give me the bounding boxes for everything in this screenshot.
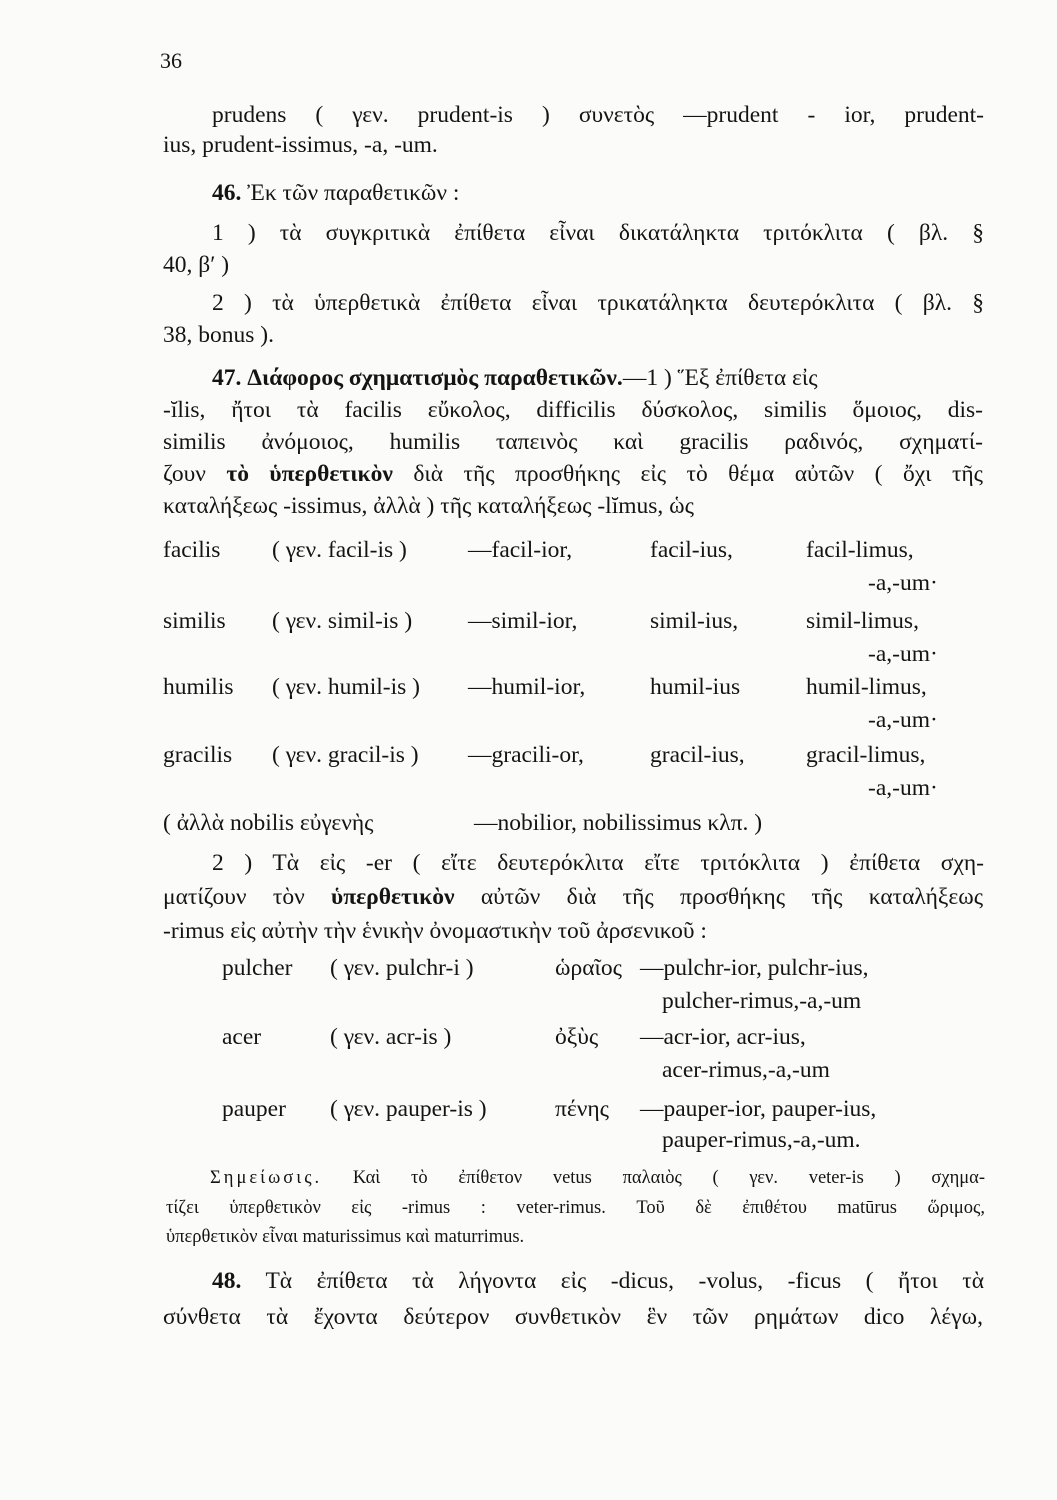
section-47-line-4-a: ζουν — [163, 461, 206, 487]
row-word: pulcher — [222, 955, 293, 981]
row-word: gracilis — [163, 742, 233, 768]
row-adverb: simil-ius, — [650, 608, 739, 634]
section-46-item-2-line-2: 38, bonus ). — [163, 322, 274, 348]
prudens-line-2: ius, prudent-issimus, -a, -um. — [163, 132, 438, 158]
note-label: Σημείωσις. — [210, 1168, 323, 1188]
row-ending: -a,-um· — [868, 775, 938, 801]
section-47-line-4 — [163, 459, 983, 489]
row-genitive: ( γεν. facil-is ) — [272, 537, 407, 563]
section-47-line-2: -ĭlis, ἤτοι τὰ facilis εὔκολος, difficilis δύσκολος, similis ὅμοιος, dis- — [163, 397, 983, 423]
section-47-line-4-c: διὰ τῆς προσθήκης εἰς τὸ θέμα αὐτῶν ( ὄχι τῆς — [413, 461, 983, 487]
row-word: humilis — [163, 674, 234, 700]
er-paragraph-line-3: -rimus εἰς αὐτὴν τὴν ἑνικὴν ὀνομαστικὴν τοῦ ἀρσενικοῦ : — [163, 918, 707, 944]
er-line-2-bold: ὑπερθετικὸν — [331, 884, 455, 910]
row-superlative: gracil-limus, — [806, 742, 926, 768]
nobilis-forms: —nobilior, nobilissimus κλπ. ) — [474, 810, 763, 836]
row-forms: —acr-ior, acr-ius, — [640, 1024, 806, 1050]
row-superlative: humil-limus, — [806, 674, 927, 700]
section-46-item-1-line-1: 1 ) τὰ συγκριτικὰ ἐπίθετα εἶναι δικατάληκτα τριτόκλιτα ( βλ. § — [212, 220, 984, 246]
row-forms: —pulchr-ior, pulchr-ius, — [640, 955, 869, 981]
row-genitive: ( γεν. pulchr-i ) — [330, 955, 474, 981]
row-adverb: facil-ius, — [650, 537, 733, 563]
er-paragraph-line-1: 2 ) Τὰ εἰς -er ( εἴτε δευτερόκλιτα εἴτε τριτόκλιτα ) ἐπίθετα σχη- — [212, 850, 984, 876]
er-line-2-a: ματίζουν τὸν — [163, 884, 305, 910]
section-46-number: 46. — [212, 180, 242, 206]
row-greek: πένης — [555, 1096, 609, 1122]
section-48-number: 48. — [212, 1268, 242, 1294]
section-48-line-1 — [212, 1266, 984, 1296]
row-genitive: ( γεν. acr-is ) — [330, 1024, 452, 1050]
row-adverb: humil-ius — [650, 674, 741, 700]
section-47-title: Διάφορος σχηματισμὸς παραθετικῶν. — [247, 365, 623, 391]
section-48-line-2: σύνθετα τὰ ἔχοντα δεύτερον συνθετικὸν ἓν τῶν ρημάτων dico λέγω, — [163, 1304, 983, 1330]
row-ending: -a,-um· — [868, 707, 938, 733]
row-superlative: simil-limus, — [806, 608, 919, 634]
row-comparative: —gracili-or, — [468, 742, 584, 768]
nobilis-word: ( ἀλλὰ nobilis εὐγενὴς — [163, 810, 374, 836]
row-genitive: ( γεν. simil-is ) — [272, 608, 413, 634]
row-word: similis — [163, 608, 226, 634]
page-number: 36 — [160, 48, 182, 73]
section-47-number: 47. — [212, 365, 242, 391]
er-paragraph-line-2 — [163, 882, 983, 912]
section-46-title: Ἐκ τῶν παραθετικῶν : — [247, 180, 460, 206]
row-genitive: ( γεν. gracil-is ) — [272, 742, 419, 768]
section-46-item-2-line-1: 2 ) τὰ ὑπερθετικὰ ἐπίθετα εἶναι τρικατάληκτα δευτερόκλιτα ( βλ. § — [212, 290, 984, 316]
row-word: pauper — [222, 1096, 286, 1122]
row-adverb: gracil-ius, — [650, 742, 745, 768]
row-ending: -a,-um· — [868, 570, 938, 596]
section-47-line-3: similis ἀνόμοιος, humilis ταπεινὸς καὶ gracilis ραδινός, σχηματί- — [163, 429, 983, 455]
row-greek: ὀξὺς — [555, 1024, 599, 1050]
row-genitive: ( γεν. pauper-is ) — [330, 1096, 487, 1122]
note-line-1-text: Καὶ τὸ ἐπίθετον vetus παλαιὸς ( γεν. veter-is ) σχημα- — [352, 1168, 986, 1188]
row-genitive: ( γεν. humil-is ) — [272, 674, 420, 700]
section-47-line-5: καταλήξεως -issimus, ἀλλὰ ) τῆς καταλήξεως -lĭmus, ὡς — [163, 493, 694, 519]
note-line-3: ὑπερθετικὸν εἶναι maturissimus καὶ maturrimus. — [166, 1227, 525, 1247]
row-greek: ὡραῖος — [555, 955, 622, 981]
note-line-1 — [210, 1163, 985, 1193]
row-word: acer — [222, 1024, 262, 1050]
section-48-line-1-text: Τὰ ἐπίθετα τὰ λήγοντα εἰς -dicus, -volus, -ficus ( ἤτοι τὰ — [265, 1268, 985, 1294]
row-superlative: pauper-rimus,-a,-um. — [662, 1127, 861, 1153]
row-superlative: pulcher-rimus,-a,-um — [662, 988, 862, 1014]
section-46-heading — [212, 178, 984, 208]
section-47-line-4-bold: τὸ ὑπερθετικὸν — [226, 461, 393, 487]
row-superlative: facil-limus, — [806, 537, 914, 563]
row-ending: -a,-um· — [868, 641, 938, 667]
prudens-line-1: prudens ( γεν. prudent-is ) συνετὸς —prudent - ior, prudent- — [212, 102, 984, 128]
row-word: facilis — [163, 537, 221, 563]
row-superlative: acer-rimus,-a,-um — [662, 1057, 830, 1083]
section-47-heading — [212, 363, 984, 393]
row-comparative: —humil-ior, — [468, 674, 586, 700]
er-line-2-c: αὐτῶν διὰ τῆς προσθήκης τῆς καταλήξεως — [480, 884, 984, 910]
section-47-first-line-rest: —1 ) Ἕξ ἐπίθετα εἰς — [622, 365, 818, 391]
note-line-2: τίζει ὑπερθετικὸν εἰς -rimus : veter-rimus. Τοῦ δὲ ἐπιθέτου matūrus ὥριμος, — [166, 1198, 985, 1218]
section-46-item-1-line-2: 40, β′ ) — [163, 252, 230, 278]
row-comparative: —facil-ior, — [468, 537, 573, 563]
row-comparative: —simil-ior, — [468, 608, 578, 634]
row-forms: —pauper-ior, pauper-ius, — [640, 1096, 877, 1122]
